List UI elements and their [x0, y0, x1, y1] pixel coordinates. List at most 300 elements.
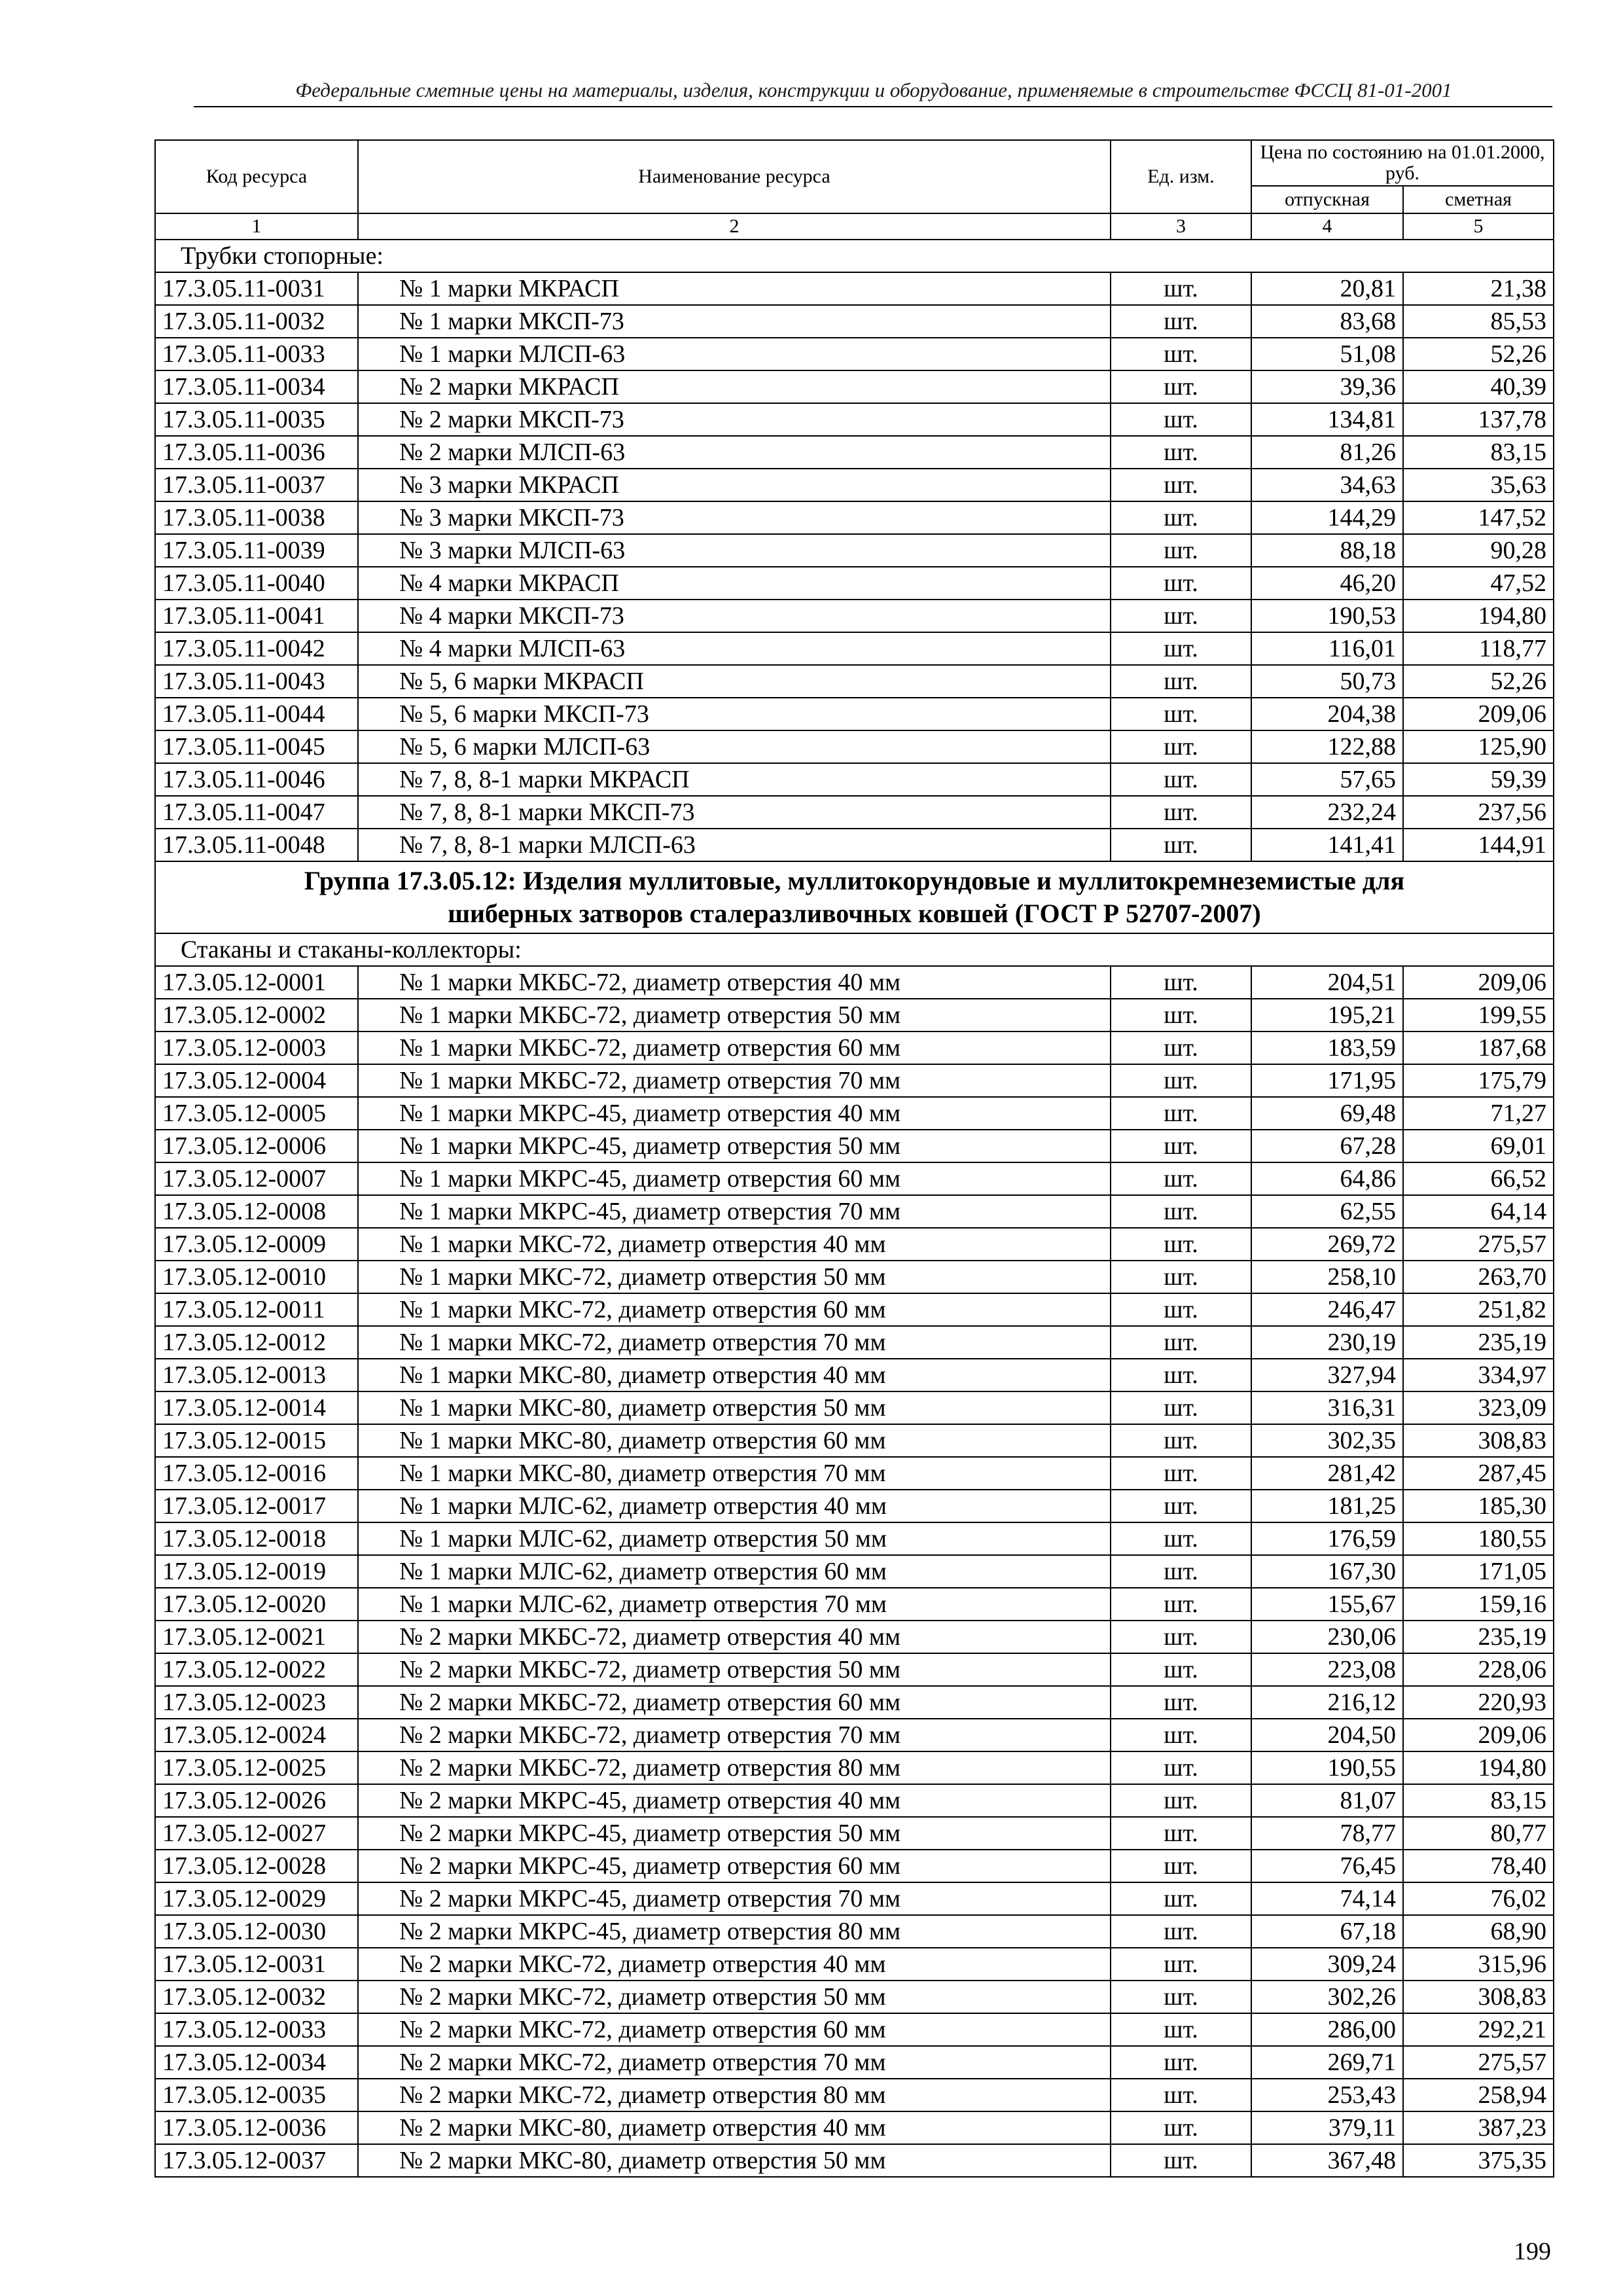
group-heading	[155, 861, 1554, 933]
release-price: 216,12	[1251, 1686, 1403, 1719]
table-row	[155, 1195, 1554, 1228]
group-heading-text	[155, 861, 1554, 933]
resource-name: № 3 марки МЛСП-63	[358, 534, 1111, 567]
resource-code: 17.3.05.12-0028	[155, 1850, 358, 1882]
resource-unit: шт.	[1111, 403, 1251, 436]
resource-name: № 1 марки МКБС-72, диаметр отверстия 50 мм	[358, 999, 1111, 1031]
estimate-price: 251,82	[1403, 1293, 1554, 1326]
table-row	[155, 1817, 1554, 1850]
release-price: 367,48	[1251, 2144, 1403, 2177]
release-price: 67,18	[1251, 1915, 1403, 1948]
release-price: 316,31	[1251, 1391, 1403, 1424]
estimate-price: 147,52	[1403, 501, 1554, 534]
resource-unit: шт.	[1111, 600, 1251, 632]
release-price: 78,77	[1251, 1817, 1403, 1850]
release-price: 20,81	[1251, 272, 1403, 305]
resource-name: № 2 марки МКБС-72, диаметр отверстия 80 мм	[358, 1751, 1111, 1784]
resource-code: 17.3.05.11-0042	[155, 632, 358, 665]
resource-unit: шт.	[1111, 1850, 1251, 1882]
resource-name: № 2 марки МКС-80, диаметр отверстия 40 мм	[358, 2111, 1111, 2144]
resource-name: № 2 марки МКС-72, диаметр отверстия 80 мм	[358, 2079, 1111, 2111]
release-price: 232,24	[1251, 796, 1403, 829]
resource-code: 17.3.05.12-0010	[155, 1261, 358, 1293]
resource-code: 17.3.05.12-0030	[155, 1915, 358, 1948]
release-price: 204,51	[1251, 966, 1403, 999]
resource-unit: шт.	[1111, 632, 1251, 665]
table-row	[155, 1522, 1554, 1555]
release-price: 195,21	[1251, 999, 1403, 1031]
resource-code: 17.3.05.11-0048	[155, 829, 358, 861]
table-row	[155, 370, 1554, 403]
table-row	[155, 1162, 1554, 1195]
table-row	[155, 1261, 1554, 1293]
estimate-price: 137,78	[1403, 403, 1554, 436]
resource-unit: шт.	[1111, 1228, 1251, 1261]
resource-code: 17.3.05.12-0001	[155, 966, 358, 999]
table-row	[155, 1915, 1554, 1948]
table-row	[155, 1784, 1554, 1817]
resource-name: № 2 марки МКРАСП	[358, 370, 1111, 403]
estimate-price: 71,27	[1403, 1097, 1554, 1130]
resource-unit: шт.	[1111, 1293, 1251, 1326]
table-row	[155, 665, 1554, 698]
resource-unit: шт.	[1111, 1130, 1251, 1162]
estimate-price: 80,77	[1403, 1817, 1554, 1850]
resource-unit: шт.	[1111, 338, 1251, 370]
resource-name: № 1 марки МКС-72, диаметр отверстия 50 мм	[358, 1261, 1111, 1293]
resource-code: 17.3.05.12-0011	[155, 1293, 358, 1326]
table-row	[155, 730, 1554, 763]
estimate-price: 308,83	[1403, 1424, 1554, 1457]
estimate-price: 387,23	[1403, 2111, 1554, 2144]
resource-unit: шт.	[1111, 1195, 1251, 1228]
estimate-price: 235,19	[1403, 1326, 1554, 1359]
resource-code: 17.3.05.12-0005	[155, 1097, 358, 1130]
resource-code: 17.3.05.12-0017	[155, 1490, 358, 1522]
release-price: 204,50	[1251, 1719, 1403, 1751]
column-number: 1	[155, 213, 358, 240]
resource-code: 17.3.05.11-0039	[155, 534, 358, 567]
resource-code: 17.3.05.12-0002	[155, 999, 358, 1031]
resource-code: 17.3.05.12-0037	[155, 2144, 358, 2177]
resource-name: № 2 марки МКРС-45, диаметр отверстия 80 мм	[358, 1915, 1111, 1948]
release-price: 327,94	[1251, 1359, 1403, 1391]
table-row	[155, 698, 1554, 730]
estimate-price: 69,01	[1403, 1130, 1554, 1162]
resource-unit: шт.	[1111, 1817, 1251, 1850]
resource-name: № 7, 8, 8-1 марки МКСП-73	[358, 796, 1111, 829]
resource-name: № 2 марки МКС-80, диаметр отверстия 50 мм	[358, 2144, 1111, 2177]
resource-code: 17.3.05.12-0035	[155, 2079, 358, 2111]
table-row	[155, 796, 1554, 829]
table-row	[155, 501, 1554, 534]
resource-name: № 1 марки МКСП-73	[358, 305, 1111, 338]
estimate-price: 375,35	[1403, 2144, 1554, 2177]
header-release: отпускная	[1251, 186, 1403, 213]
estimate-price: 85,53	[1403, 305, 1554, 338]
resource-name: № 1 марки МЛС-62, диаметр отверстия 40 мм	[358, 1490, 1111, 1522]
release-price: 50,73	[1251, 665, 1403, 698]
resource-unit: шт.	[1111, 796, 1251, 829]
resource-unit: шт.	[1111, 1948, 1251, 1981]
resource-code: 17.3.05.12-0023	[155, 1686, 358, 1719]
table-row	[155, 567, 1554, 600]
estimate-price: 125,90	[1403, 730, 1554, 763]
release-price: 171,95	[1251, 1064, 1403, 1097]
resource-name: № 1 марки МКС-72, диаметр отверстия 40 мм	[358, 1228, 1111, 1261]
table-row	[155, 1130, 1554, 1162]
release-price: 74,14	[1251, 1882, 1403, 1915]
resource-code: 17.3.05.12-0024	[155, 1719, 358, 1751]
resource-code: 17.3.05.11-0034	[155, 370, 358, 403]
release-price: 155,67	[1251, 1588, 1403, 1621]
price-table	[154, 139, 1554, 2178]
table-row	[155, 1948, 1554, 1981]
release-price: 122,88	[1251, 730, 1403, 763]
resource-unit: шт.	[1111, 1424, 1251, 1457]
resource-code: 17.3.05.12-0003	[155, 1031, 358, 1064]
resource-code: 17.3.05.12-0006	[155, 1130, 358, 1162]
resource-unit: шт.	[1111, 2079, 1251, 2111]
resource-unit: шт.	[1111, 1490, 1251, 1522]
estimate-price: 52,26	[1403, 338, 1554, 370]
resource-name: № 1 марки МКРАСП	[358, 272, 1111, 305]
table-row	[155, 1686, 1554, 1719]
estimate-price: 76,02	[1403, 1882, 1554, 1915]
resource-name: № 5, 6 марки МКРАСП	[358, 665, 1111, 698]
resource-name: № 1 марки МКРС-45, диаметр отверстия 40 мм	[358, 1097, 1111, 1130]
estimate-price: 144,91	[1403, 829, 1554, 861]
resource-code: 17.3.05.11-0041	[155, 600, 358, 632]
resource-name: № 2 марки МКРС-45, диаметр отверстия 60 мм	[358, 1850, 1111, 1882]
resource-code: 17.3.05.12-0009	[155, 1228, 358, 1261]
release-price: 190,53	[1251, 600, 1403, 632]
resource-unit: шт.	[1111, 305, 1251, 338]
estimate-price: 275,57	[1403, 2046, 1554, 2079]
resource-name: № 2 марки МКБС-72, диаметр отверстия 60 мм	[358, 1686, 1111, 1719]
resource-name: № 4 марки МЛСП-63	[358, 632, 1111, 665]
estimate-price: 40,39	[1403, 370, 1554, 403]
resource-name: № 2 марки МКС-72, диаметр отверстия 60 мм	[358, 2013, 1111, 2046]
estimate-price: 334,97	[1403, 1359, 1554, 1391]
release-price: 51,08	[1251, 338, 1403, 370]
header-code: Код ресурса	[155, 140, 358, 213]
resource-unit: шт.	[1111, 567, 1251, 600]
estimate-price: 78,40	[1403, 1850, 1554, 1882]
resource-code: 17.3.05.12-0027	[155, 1817, 358, 1850]
estimate-price: 68,90	[1403, 1915, 1554, 1948]
release-price: 246,47	[1251, 1293, 1403, 1326]
resource-name: № 1 марки МЛС-62, диаметр отверстия 70 мм	[358, 1588, 1111, 1621]
estimate-price: 52,26	[1403, 665, 1554, 698]
resource-name: № 2 марки МКБС-72, диаметр отверстия 70 мм	[358, 1719, 1111, 1751]
resource-code: 17.3.05.11-0037	[155, 469, 358, 501]
resource-unit: шт.	[1111, 1981, 1251, 2013]
resource-unit: шт.	[1111, 1621, 1251, 1653]
resource-unit: шт.	[1111, 1751, 1251, 1784]
section-heading-text: Стаканы и стаканы-коллекторы:	[155, 933, 1554, 966]
resource-unit: шт.	[1111, 763, 1251, 796]
resource-code: 17.3.05.12-0013	[155, 1359, 358, 1391]
table-row	[155, 1424, 1554, 1457]
estimate-price: 21,38	[1403, 272, 1554, 305]
resource-code: 17.3.05.12-0021	[155, 1621, 358, 1653]
resource-code: 17.3.05.11-0038	[155, 501, 358, 534]
resource-name: № 3 марки МКРАСП	[358, 469, 1111, 501]
release-price: 183,59	[1251, 1031, 1403, 1064]
estimate-price: 35,63	[1403, 469, 1554, 501]
table-row	[155, 1588, 1554, 1621]
resource-name: № 2 марки МКС-72, диаметр отверстия 70 мм	[358, 2046, 1111, 2079]
resource-code: 17.3.05.11-0040	[155, 567, 358, 600]
resource-unit: шт.	[1111, 2046, 1251, 2079]
resource-code: 17.3.05.12-0032	[155, 1981, 358, 2013]
estimate-price: 287,45	[1403, 1457, 1554, 1490]
resource-name: № 5, 6 марки МКСП-73	[358, 698, 1111, 730]
column-number: 3	[1111, 213, 1251, 240]
release-price: 281,42	[1251, 1457, 1403, 1490]
resource-unit: шт.	[1111, 1064, 1251, 1097]
resource-name: № 1 марки МКС-72, диаметр отверстия 60 мм	[358, 1293, 1111, 1326]
resource-name: № 2 марки МКБС-72, диаметр отверстия 40 мм	[358, 1621, 1111, 1653]
resource-code: 17.3.05.11-0035	[155, 403, 358, 436]
table-row	[155, 469, 1554, 501]
resource-name: № 7, 8, 8-1 марки МЛСП-63	[358, 829, 1111, 861]
estimate-price: 315,96	[1403, 1948, 1554, 1981]
resource-unit: шт.	[1111, 2144, 1251, 2177]
table-row	[155, 436, 1554, 469]
resource-name: № 2 марки МКС-72, диаметр отверстия 50 мм	[358, 1981, 1111, 2013]
estimate-price: 185,30	[1403, 1490, 1554, 1522]
release-price: 76,45	[1251, 1850, 1403, 1882]
resource-code: 17.3.05.12-0016	[155, 1457, 358, 1490]
estimate-price: 194,80	[1403, 600, 1554, 632]
resource-name: № 1 марки МЛС-62, диаметр отверстия 50 мм	[358, 1522, 1111, 1555]
table-row	[155, 1293, 1554, 1326]
estimate-price: 118,77	[1403, 632, 1554, 665]
resource-unit: шт.	[1111, 1326, 1251, 1359]
resource-name: № 1 марки МКБС-72, диаметр отверстия 40 мм	[358, 966, 1111, 999]
estimate-price: 292,21	[1403, 2013, 1554, 2046]
estimate-price: 263,70	[1403, 1261, 1554, 1293]
table-row	[155, 1064, 1554, 1097]
resource-unit: шт.	[1111, 1555, 1251, 1588]
estimate-price: 235,19	[1403, 1621, 1554, 1653]
release-price: 46,20	[1251, 567, 1403, 600]
resource-name: № 4 марки МКРАСП	[358, 567, 1111, 600]
resource-code: 17.3.05.11-0047	[155, 796, 358, 829]
header-price: Цена по состоянию на 01.01.2000, руб.	[1251, 140, 1554, 186]
release-price: 67,28	[1251, 1130, 1403, 1162]
column-number-row	[155, 213, 1554, 240]
table-row	[155, 1882, 1554, 1915]
table-row	[155, 1490, 1554, 1522]
resource-name: № 1 марки МКБС-72, диаметр отверстия 70 мм	[358, 1064, 1111, 1097]
estimate-price: 64,14	[1403, 1195, 1554, 1228]
resource-code: 17.3.05.12-0004	[155, 1064, 358, 1097]
resource-unit: шт.	[1111, 501, 1251, 534]
table-row	[155, 600, 1554, 632]
release-price: 69,48	[1251, 1097, 1403, 1130]
release-price: 204,38	[1251, 698, 1403, 730]
estimate-price: 59,39	[1403, 763, 1554, 796]
resource-unit: шт.	[1111, 665, 1251, 698]
estimate-price: 209,06	[1403, 966, 1554, 999]
running-header: Федеральные сметные цены на материалы, изделия, конструкции и оборудование, применяемые в строительстве ФССЦ 81-01-2001	[295, 79, 1452, 101]
release-price: 223,08	[1251, 1653, 1403, 1686]
resource-unit: шт.	[1111, 370, 1251, 403]
table-row	[155, 403, 1554, 436]
release-price: 379,11	[1251, 2111, 1403, 2144]
section-heading	[155, 933, 1554, 966]
resource-code: 17.3.05.12-0031	[155, 1948, 358, 1981]
estimate-price: 228,06	[1403, 1653, 1554, 1686]
release-price: 309,24	[1251, 1948, 1403, 1981]
resource-unit: шт.	[1111, 469, 1251, 501]
estimate-price: 171,05	[1403, 1555, 1554, 1588]
table-row	[155, 534, 1554, 567]
resource-unit: шт.	[1111, 1097, 1251, 1130]
estimate-price: 194,80	[1403, 1751, 1554, 1784]
estimate-price: 47,52	[1403, 567, 1554, 600]
estimate-price: 209,06	[1403, 698, 1554, 730]
resource-name: № 1 марки МКБС-72, диаметр отверстия 60 мм	[358, 1031, 1111, 1064]
resource-name: № 1 марки МКРС-45, диаметр отверстия 60 мм	[358, 1162, 1111, 1195]
table-row	[155, 2111, 1554, 2144]
resource-code: 17.3.05.12-0034	[155, 2046, 358, 2079]
resource-code: 17.3.05.11-0033	[155, 338, 358, 370]
resource-unit: шт.	[1111, 829, 1251, 861]
release-price: 81,26	[1251, 436, 1403, 469]
resource-unit: шт.	[1111, 534, 1251, 567]
table-row	[155, 1326, 1554, 1359]
estimate-price: 66,52	[1403, 1162, 1554, 1195]
release-price: 230,06	[1251, 1621, 1403, 1653]
column-number: 5	[1403, 213, 1554, 240]
resource-name: № 3 марки МКСП-73	[358, 501, 1111, 534]
resource-unit: шт.	[1111, 966, 1251, 999]
resource-code: 17.3.05.12-0036	[155, 2111, 358, 2144]
table-row	[155, 1391, 1554, 1424]
resource-name: № 7, 8, 8-1 марки МКРАСП	[358, 763, 1111, 796]
header-name: Наименование ресурса	[358, 140, 1111, 213]
table-row	[155, 1653, 1554, 1686]
estimate-price: 220,93	[1403, 1686, 1554, 1719]
section-heading	[155, 240, 1554, 272]
resource-unit: шт.	[1111, 698, 1251, 730]
resource-name: № 5, 6 марки МЛСП-63	[358, 730, 1111, 763]
resource-unit: шт.	[1111, 1359, 1251, 1391]
page-number: 199	[1514, 2238, 1551, 2265]
table-body	[155, 140, 1554, 2177]
resource-code: 17.3.05.12-0019	[155, 1555, 358, 1588]
header-unit: Ед. изм.	[1111, 140, 1251, 213]
table-row	[155, 2013, 1554, 2046]
resource-code: 17.3.05.11-0031	[155, 272, 358, 305]
resource-code: 17.3.05.12-0018	[155, 1522, 358, 1555]
resource-name: № 2 марки МКС-72, диаметр отверстия 40 мм	[358, 1948, 1111, 1981]
resource-name: № 1 марки МКРС-45, диаметр отверстия 70 мм	[358, 1195, 1111, 1228]
resource-unit: шт.	[1111, 1162, 1251, 1195]
estimate-price: 323,09	[1403, 1391, 1554, 1424]
estimate-price: 83,15	[1403, 1784, 1554, 1817]
table-row	[155, 1621, 1554, 1653]
header-estimate: сметная	[1403, 186, 1554, 213]
resource-name: № 1 марки МКС-80, диаметр отверстия 70 мм	[358, 1457, 1111, 1490]
estimate-price: 83,15	[1403, 436, 1554, 469]
release-price: 83,68	[1251, 305, 1403, 338]
release-price: 57,65	[1251, 763, 1403, 796]
resource-code: 17.3.05.12-0026	[155, 1784, 358, 1817]
table-row	[155, 829, 1554, 861]
resource-unit: шт.	[1111, 436, 1251, 469]
release-price: 64,86	[1251, 1162, 1403, 1195]
table-row	[155, 1555, 1554, 1588]
release-price: 286,00	[1251, 2013, 1403, 2046]
release-price: 134,81	[1251, 403, 1403, 436]
header-rule	[194, 106, 1552, 107]
resource-name: № 4 марки МКСП-73	[358, 600, 1111, 632]
table-row	[155, 1981, 1554, 2013]
resource-code: 17.3.05.12-0020	[155, 1588, 358, 1621]
table-row	[155, 1097, 1554, 1130]
release-price: 141,41	[1251, 829, 1403, 861]
release-price: 253,43	[1251, 2079, 1403, 2111]
resource-code: 17.3.05.12-0029	[155, 1882, 358, 1915]
estimate-price: 258,94	[1403, 2079, 1554, 2111]
resource-unit: шт.	[1111, 1391, 1251, 1424]
resource-name: № 1 марки МКРС-45, диаметр отверстия 50 мм	[358, 1130, 1111, 1162]
resource-code: 17.3.05.11-0043	[155, 665, 358, 698]
estimate-price: 159,16	[1403, 1588, 1554, 1621]
table-row	[155, 338, 1554, 370]
estimate-price: 199,55	[1403, 999, 1554, 1031]
resource-code: 17.3.05.12-0015	[155, 1424, 358, 1457]
table-row	[155, 1228, 1554, 1261]
resource-code: 17.3.05.11-0046	[155, 763, 358, 796]
release-price: 176,59	[1251, 1522, 1403, 1555]
group-title-line: шиберных затворов сталеразливочных ковшей (ГОСТ Р 52707-2007)	[448, 899, 1261, 928]
release-price: 302,26	[1251, 1981, 1403, 2013]
resource-code: 17.3.05.12-0022	[155, 1653, 358, 1686]
resource-name: № 1 марки МЛСП-63	[358, 338, 1111, 370]
section-heading-text: Трубки стопорные:	[155, 240, 1554, 272]
table-row	[155, 2079, 1554, 2111]
resource-name: № 1 марки МКС-80, диаметр отверстия 50 мм	[358, 1391, 1111, 1424]
resource-code: 17.3.05.11-0044	[155, 698, 358, 730]
release-price: 302,35	[1251, 1424, 1403, 1457]
resource-unit: шт.	[1111, 1653, 1251, 1686]
release-price: 181,25	[1251, 1490, 1403, 1522]
table-row	[155, 272, 1554, 305]
release-price: 167,30	[1251, 1555, 1403, 1588]
resource-code: 17.3.05.12-0014	[155, 1391, 358, 1424]
resource-unit: шт.	[1111, 1882, 1251, 1915]
resource-name: № 2 марки МКСП-73	[358, 403, 1111, 436]
estimate-price: 275,57	[1403, 1228, 1554, 1261]
resource-unit: шт.	[1111, 2111, 1251, 2144]
table-row	[155, 305, 1554, 338]
resource-code: 17.3.05.11-0045	[155, 730, 358, 763]
resource-code: 17.3.05.12-0025	[155, 1751, 358, 1784]
resource-code: 17.3.05.12-0012	[155, 1326, 358, 1359]
resource-unit: шт.	[1111, 1719, 1251, 1751]
resource-unit: шт.	[1111, 1457, 1251, 1490]
estimate-price: 237,56	[1403, 796, 1554, 829]
estimate-price: 308,83	[1403, 1981, 1554, 2013]
resource-unit: шт.	[1111, 2013, 1251, 2046]
release-price: 258,10	[1251, 1261, 1403, 1293]
